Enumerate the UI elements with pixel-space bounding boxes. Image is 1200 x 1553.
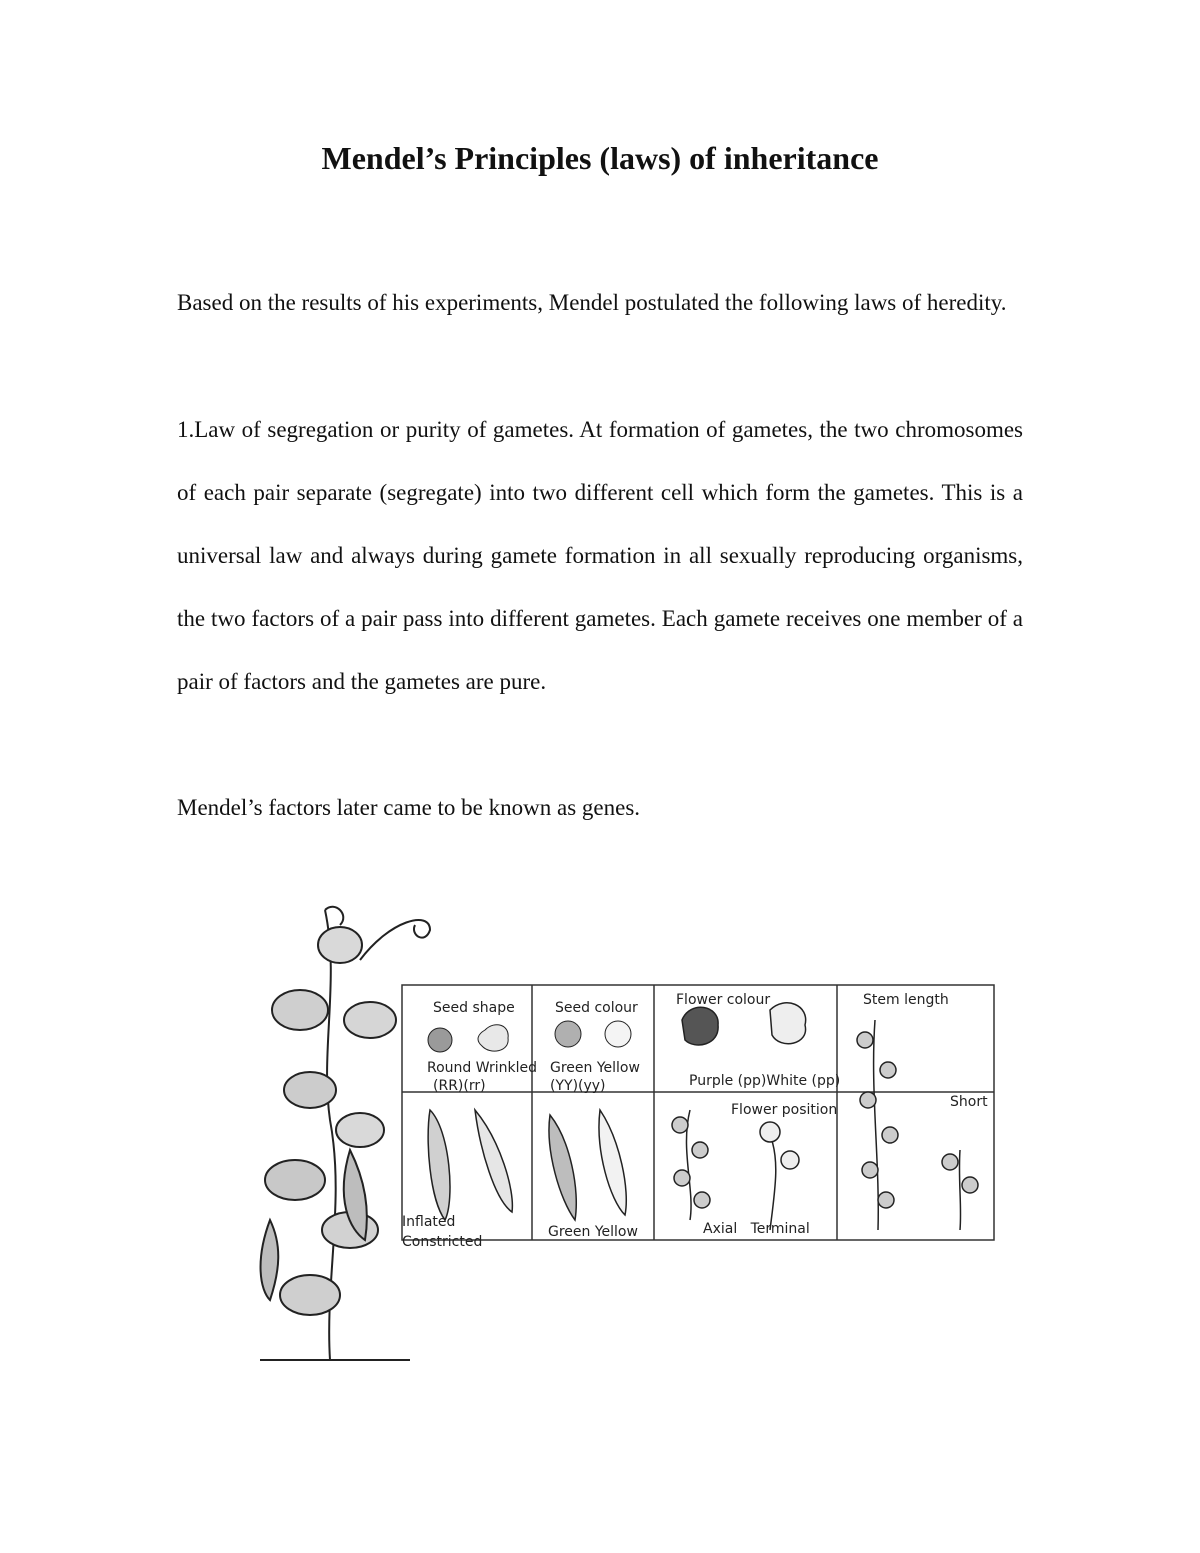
yellow-seed-icon	[605, 1021, 631, 1047]
traits-illustration	[250, 900, 1010, 1370]
green-yellow-pod-label: Green Yellow	[548, 1224, 638, 1240]
yy-genotype-label: (YY)(yy)	[550, 1078, 606, 1094]
axial-terminal-label: Axial Terminal	[703, 1221, 810, 1237]
round-seed-icon	[428, 1028, 452, 1052]
green-yellow-seed-label: Green Yellow	[550, 1060, 640, 1076]
intro-paragraph: Based on the results of his experiments, Mendel postulated the following laws of heredity.	[177, 290, 1007, 315]
pod-shape-icons	[428, 1110, 512, 1220]
flower-position-icons	[672, 1110, 799, 1230]
seed-shape-label: Seed shape	[433, 1000, 515, 1016]
inflated-label: Inflated	[402, 1214, 456, 1230]
round-wrinkled-label: Round Wrinkled	[427, 1060, 537, 1076]
constricted-label: Constricted	[402, 1234, 483, 1250]
page-title: Mendel’s Principles (laws) of inheritance	[321, 140, 879, 176]
law-of-segregation-paragraph: 1.Law of segregation or purity of gametes. At formation of gametes, the two chromosomes of each pair separate (segregate) into two different cell which form the gametes. This is a universal law and always during gamete formation in all sexually reproducing organisms, the two factors of a pair pass into different gametes. Each gamete receives one member of a pair of factors and the gametes are pure.	[177, 417, 1023, 694]
pea-plant-icon	[260, 907, 430, 1360]
seed-colour-label: Seed colour	[555, 1000, 638, 1016]
short-label: Short	[950, 1094, 988, 1110]
rr-genotype-label: (RR)(rr)	[433, 1078, 486, 1094]
flower-position-label: Flower position	[731, 1102, 838, 1118]
pod-colour-icons	[549, 1110, 626, 1220]
genes-paragraph: Mendel’s factors later came to be known as genes.	[177, 795, 641, 820]
flower-colour-label: Flower colour	[676, 992, 771, 1008]
wrinkled-seed-icon	[478, 1025, 508, 1051]
purple-white-label: Purple (pp)White (pp)	[689, 1073, 841, 1089]
green-seed-icon	[555, 1021, 581, 1047]
flower-colour-icons	[682, 1003, 806, 1045]
pea-plant-traits-figure	[250, 900, 1010, 1370]
stem-length-label: Stem length	[863, 992, 949, 1008]
stem-length-icons	[857, 1020, 978, 1230]
